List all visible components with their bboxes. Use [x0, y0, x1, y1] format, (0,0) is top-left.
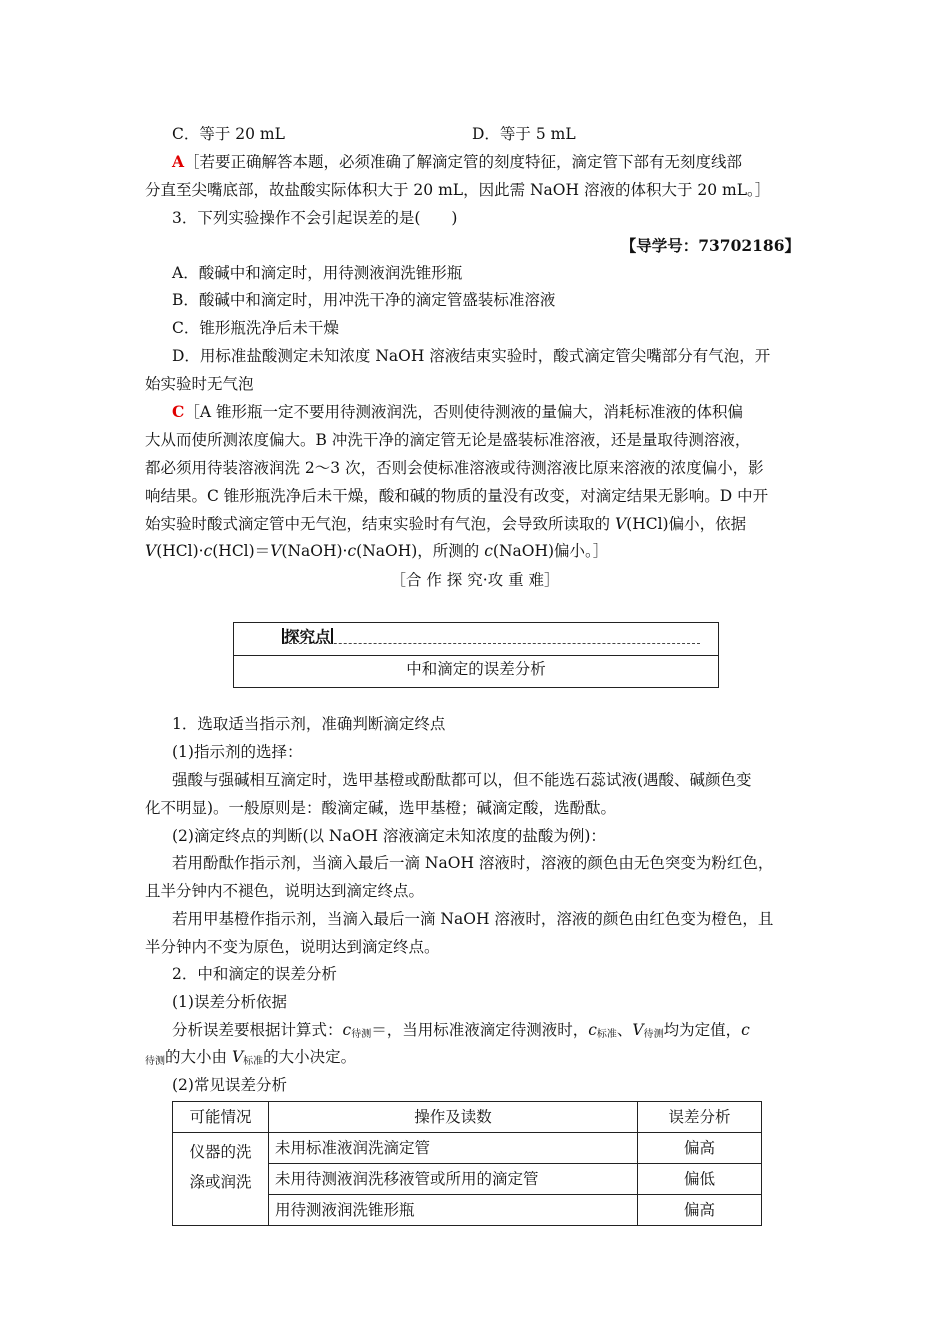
paragraph: 强酸与强碱相互滴定时，选甲基橙或酚酞都可以，但不能选石蕊试液(遇酸、碱颜色变	[172, 771, 752, 789]
paragraph: 半分钟内不变为原色，说明达到滴定终点。	[145, 938, 440, 956]
explanation-line: ［A 锥形瓶一定不要用待测液润洗，否则使待测液的量偏大，消耗标准液的体积偏	[184, 403, 743, 421]
paragraph: 若用甲基橙作指示剂，当滴入最后一滴 NaOH 溶液时，溶液的颜色由红色变为橙色，且	[172, 910, 774, 928]
operation-cell: 未用待测液润洗移液管或所用的滴定管	[269, 1164, 638, 1195]
paragraph: (2)滴定终点的判断(以 NaOH 溶液滴定未知浓度的盐酸为例)：	[172, 827, 606, 845]
option-c: C．等于 20 mL	[172, 125, 285, 143]
paragraph: 若用酚酞作指示剂，当滴入最后一滴 NaOH 溶液时，溶液的颜色由无色突变为粉红色，	[172, 854, 774, 872]
option-d: D．等于 5 mL	[472, 125, 576, 143]
result-cell: 偏高	[638, 1195, 762, 1226]
result-cell: 偏高	[638, 1133, 762, 1164]
table-header-row	[173, 1102, 762, 1133]
explanation-line: 都必须用待装溶液润洗 2～3 次，否则会使标准溶液或待测溶液比原来溶液的浓度偏小，影	[145, 459, 764, 477]
formula-paragraph: $_{待测}$的大小由 $V_{标准}$的大小决定。	[145, 1048, 357, 1067]
topic-tag: 探究点	[284, 627, 331, 646]
header-cell: 误差分析	[638, 1102, 762, 1133]
topic-title: 中和滴定的误差分析	[406, 660, 546, 678]
group-cell: 仪器的洗 涤或润洗	[173, 1133, 269, 1226]
option-c: C．锥形瓶洗净后未干燥	[172, 319, 339, 337]
operation-cell: 未用标准液润洗滴定管	[269, 1133, 638, 1164]
topic-box	[233, 622, 719, 688]
answer-explanation	[172, 402, 743, 422]
paragraph: (1)误差分析依据	[172, 993, 287, 1011]
guide-number: 【导学号：73702186】	[620, 236, 800, 255]
table-row	[173, 1133, 762, 1164]
paragraph: 且半分钟内不褪色，说明达到滴定终点。	[145, 882, 425, 900]
answer-explanation	[172, 152, 742, 172]
option-a: A．酸碱中和滴定时，用待测液润洗锥形瓶	[172, 264, 463, 282]
operation-cell: 用待测液润洗锥形瓶	[269, 1195, 638, 1226]
explanation-line: V(HCl)·c(HCl)＝V(NaOH)·c(NaOH)，所测的 c(NaOH)偏小。］	[145, 542, 609, 560]
explanation-line: 响结果。C 锥形瓶洗净后未干燥，酸和碱的物质的量没有改变，对滴定结果无影响。D 中开	[145, 487, 769, 505]
section-header: ［合 作 探 究·攻 重 难］	[390, 571, 560, 589]
option-d: D．用标准盐酸测定未知浓度 NaOH 溶液结束实验时，酸式滴定管尖嘴部分有气泡，开	[172, 347, 771, 365]
explanation-line: 始实验时酸式滴定管中无气泡，结束实验时有气泡，会导致所读取的 V(HCl)偏小，依据	[145, 515, 747, 533]
error-table	[172, 1101, 762, 1226]
answer-letter: A	[172, 152, 185, 171]
result-cell: 偏低	[638, 1164, 762, 1195]
explanation-line: 分直至尖嘴底部，故盐酸实际体积大于 20 mL，因此需 NaOH 溶液的体积大于 20 mL。］	[145, 181, 771, 199]
paragraph: 2．中和滴定的误差分析	[172, 965, 337, 983]
dashed-rule	[284, 643, 700, 644]
header-cell: 可能情况	[173, 1102, 269, 1133]
formula-paragraph: 分析误差要根据计算式：$c_{待测}=$，当用标准液滴定待测液时，$c_{标准}$、$V_{待测}$均为定值，c	[172, 1021, 750, 1040]
header-cell: 操作及读数	[269, 1102, 638, 1133]
option-d-cont: 始实验时无气泡	[145, 375, 254, 393]
paragraph: (1)指示剂的选择：	[172, 743, 303, 761]
option-b: B．酸碱中和滴定时，用冲洗干净的滴定管盛装标准溶液	[172, 291, 556, 309]
explanation-line: 大从而使所测浓度偏大。B 冲洗干净的滴定管无论是盛装标准溶液，还是量取待测溶液，	[145, 431, 751, 449]
paragraph: 1．选取适当指示剂，准确判断滴定终点	[172, 715, 446, 733]
explanation-line: ［若要正确解答本题，必须准确了解滴定管的刻度特征，滴定管下部有无刻度线部	[184, 153, 743, 171]
paragraph: (2)常见误差分析	[172, 1076, 287, 1094]
box-divider	[234, 655, 718, 656]
question-stem: 3．下列实验操作不会引起误差的是( )	[172, 209, 458, 227]
paragraph: 化不明显)。一般原则是：酸滴定碱，选甲基橙；碱滴定酸，选酚酞。	[145, 799, 617, 817]
answer-letter: C	[172, 402, 185, 421]
